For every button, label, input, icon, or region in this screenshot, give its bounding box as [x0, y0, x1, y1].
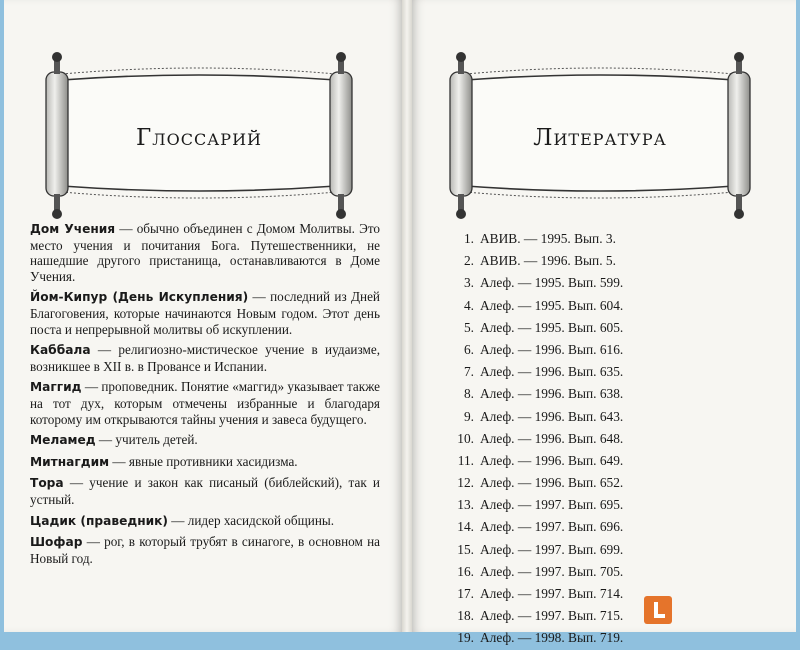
reference-number: 17. [457, 586, 474, 601]
reference-number: 8. [463, 386, 474, 402]
glossary-entry [30, 432, 380, 449]
reference-number: 15. [457, 541, 474, 557]
glossary-definition: — явные противники хасидизма. [109, 453, 298, 469]
glossary-entry [30, 289, 380, 337]
reference-text: АВИВ. — 1995. Вып. 3. [480, 231, 616, 246]
reference-number: 19. [457, 630, 474, 646]
reference-item [452, 383, 752, 405]
glossary-definition: — последний из Дней Благоговения, которые начинаются Новым годом. Этот день поста и непрерывной молитвы об искуплении. [30, 289, 380, 337]
glossary-entry [30, 454, 380, 471]
glossary-entry [30, 475, 380, 507]
reference-text: Алеф. — 1997. Вып. 714. [480, 586, 624, 601]
glossary-definition: — учитель детей. [95, 432, 198, 448]
reference-item [452, 583, 752, 605]
labirint-l-logo-icon [644, 596, 672, 624]
reference-item [452, 450, 752, 472]
glossary-definition: — лидер хасидской общины. [168, 512, 335, 528]
reference-number: 16. [457, 563, 474, 579]
glossary-scroll-banner [22, 52, 376, 224]
reference-item [452, 627, 752, 649]
reference-text: Алеф. — 1996. Вып. 638. [480, 386, 624, 402]
reference-item [452, 516, 752, 538]
literature-heading: Литература [533, 125, 667, 151]
glossary-term: Каббала [30, 343, 91, 358]
reference-text: Алеф. — 1995. Вып. 605. [480, 319, 624, 335]
glossary-definition: — учение и закон как писаный (библейский), так и устный. [30, 475, 380, 507]
glossary-term: Цадик (праведник) [30, 513, 168, 528]
reference-number: 11. [457, 452, 474, 468]
reference-text: Алеф. — 1996. Вып. 648. [480, 430, 624, 446]
glossary-list [30, 221, 380, 571]
reference-item [452, 561, 752, 583]
reference-text: Алеф. — 1996. Вып. 635. [480, 364, 624, 380]
glossary-heading: Глоссарий [136, 125, 262, 151]
glossary-entry [30, 221, 380, 284]
reference-number: 18. [457, 608, 474, 624]
glossary-term: Шофар [30, 535, 83, 550]
reference-number: 7. [463, 364, 474, 380]
reference-text: Алеф. — 1997. Вып. 699. [480, 541, 624, 557]
reference-item [452, 228, 752, 250]
glossary-entry [30, 342, 380, 374]
reference-text: Алеф. — 1996. Вып. 649. [480, 452, 624, 468]
literature-scroll-banner [426, 52, 774, 224]
glossary-term: Маггид [30, 380, 82, 395]
reference-item [452, 295, 752, 317]
glossary-term: Тора [30, 476, 64, 491]
reference-item [452, 494, 752, 516]
reference-number: 5. [463, 319, 474, 335]
reference-text: Алеф. — 1996. Вып. 652. [480, 475, 624, 491]
glossary-definition: — рог, в который трубят в синагоге, в основном на Новый год. [30, 534, 380, 566]
reference-item [452, 339, 752, 361]
reference-text: Алеф. — 1997. Вып. 715. [480, 608, 624, 624]
reference-number: 9. [463, 408, 474, 424]
book-spine [402, 0, 412, 632]
reference-item [452, 472, 752, 494]
reference-number: 10. [457, 430, 474, 446]
glossary-entry [30, 534, 380, 566]
reference-item [452, 317, 752, 339]
reference-text: Алеф. — 1996. Вып. 643. [480, 408, 624, 424]
reference-text: Алеф. — 1997. Вып. 705. [480, 563, 624, 579]
reference-number: 1. [463, 231, 474, 246]
reference-text: Алеф. — 1997. Вып. 696. [480, 519, 624, 535]
reference-number: 2. [463, 253, 474, 269]
reference-item [452, 605, 752, 627]
reference-number: 13. [457, 497, 474, 513]
glossary-term: Митнагдим [30, 454, 110, 469]
reference-text: Алеф. — 1996. Вып. 616. [480, 341, 624, 357]
reference-number: 6. [463, 341, 474, 357]
reference-number: 14. [457, 519, 474, 535]
reference-text: Алеф. — 1995. Вып. 599. [480, 275, 624, 291]
reference-text: АВИВ. — 1996. Вып. 5. [480, 253, 616, 269]
references-list [452, 228, 752, 650]
reference-text: Алеф. — 1998. Вып. 719. [480, 630, 624, 646]
reference-item [452, 539, 752, 561]
glossary-entry [30, 513, 380, 530]
glossary-term: Йом-Кипур (День Искупления) [30, 290, 249, 305]
glossary-entry [30, 379, 380, 427]
glossary-term: Дом Учения [30, 222, 116, 236]
logo-glyph-icon [649, 600, 667, 620]
glossary-definition: — религиозно-мистическое учение в иудаизме, возникшее в XII в. в Провансе и Испании. [30, 342, 380, 374]
reference-item [452, 250, 752, 272]
reference-number: 4. [463, 297, 474, 313]
reference-item [452, 272, 752, 294]
reference-text: Алеф. — 1997. Вып. 695. [480, 497, 624, 513]
reference-item [452, 428, 752, 450]
reference-number: 3. [463, 275, 474, 291]
glossary-definition: — проповедник. Понятие «маггид» указывает также на тот дух, которым отмечены избранные и благодаря которому им открываются тайны учения и завеса будущего. [30, 379, 380, 427]
reference-number: 12. [457, 475, 474, 491]
glossary-term: Меламед [30, 433, 96, 448]
glossary-definition: — обычно объединен с Домом Молитвы. Это место учения и почитания Бога. Путешественники, не нашедшие другого пристанища, останавливаются в Доме Учения. [30, 221, 380, 284]
reference-item [452, 361, 752, 383]
reference-text: Алеф. — 1995. Вып. 604. [480, 297, 624, 313]
reference-item [452, 406, 752, 428]
